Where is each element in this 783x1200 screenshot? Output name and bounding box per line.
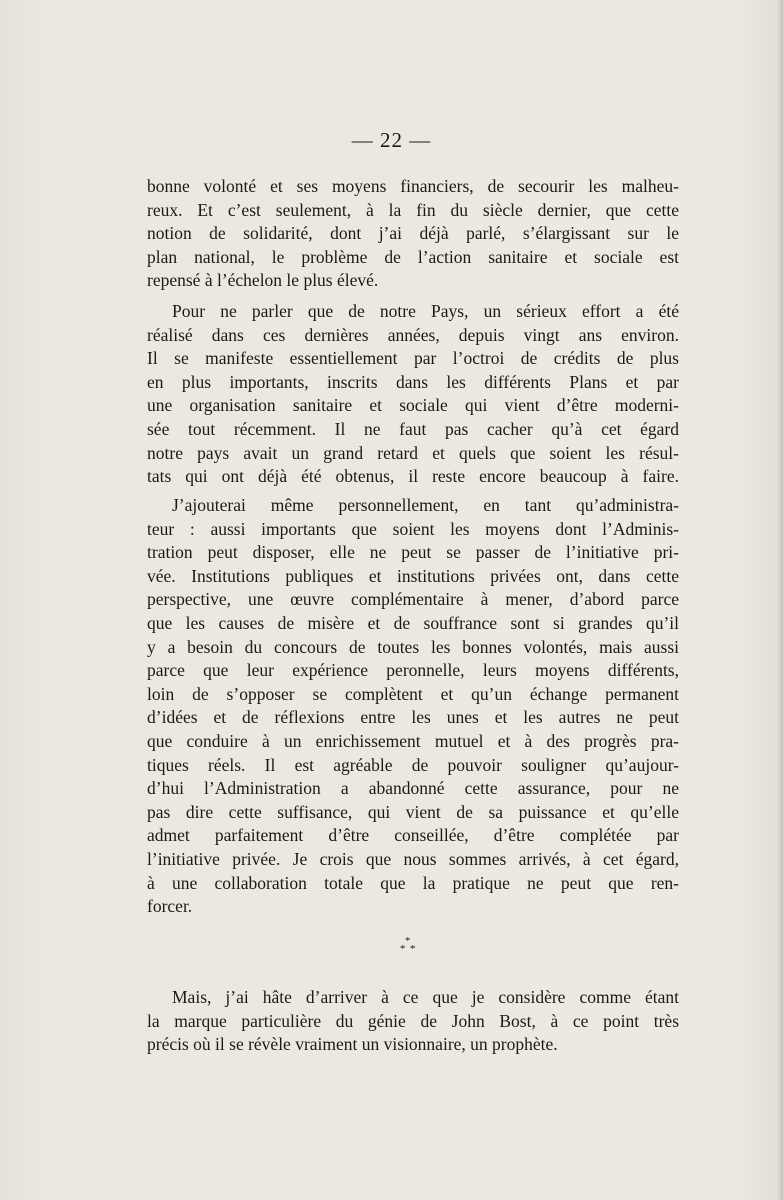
text-line: la marque particulière du génie de John Bost, à ce point très <box>147 1010 679 1031</box>
asterism-star-left: * <box>400 943 406 955</box>
text-line: y a besoin du concours de toutes les bonnes volontés, mais aussi <box>147 636 679 657</box>
text-line: d’idées et de réflexions entre les unes et les autres ne peut <box>147 707 679 728</box>
asterism-star-top: * <box>405 935 411 947</box>
text-line: teur : aussi importants que soient les moyens dont l’Adminis- <box>147 518 679 539</box>
text-line: l’initiative privée. Je crois que nous sommes arrivés, à cet égard, <box>147 848 679 869</box>
text-line: repensé à l’échelon le plus élevé. <box>147 270 379 291</box>
paragraph-1 <box>147 175 679 293</box>
text-line: réalisé dans ces dernières années, depuis vingt ans environ. <box>147 324 679 345</box>
text-line: parce que leur expérience peronnelle, leurs moyens différents, <box>147 660 679 681</box>
text-line: que les causes de misère et de souffrance sont si grandes qu’il <box>147 612 679 633</box>
paragraph-2 <box>147 300 679 489</box>
text-line: loin de s’opposer se complètent et qu’un échange permanent <box>147 683 679 704</box>
text-line: précis où il se révèle vraiment un visionnaire, un prophète. <box>147 1034 558 1055</box>
text-line: reux. Et c’est seulement, à la fin du siècle dernier, que cette <box>147 199 679 220</box>
text-line: Pour ne parler que de notre Pays, un sérieux effort a été <box>172 301 679 321</box>
text-line: sée tout récemment. Il ne faut pas cacher qu’à cet égard <box>147 418 679 439</box>
text-line: Mais, j’ai hâte d’arriver à ce que je considère comme étant <box>172 987 679 1007</box>
paragraph-3 <box>147 494 679 919</box>
text-line: notre pays avait un grand retard et quels que soient les résul- <box>147 442 679 463</box>
text-line: une organisation sanitaire et sociale qui vient d’être moderni- <box>147 395 679 416</box>
text-line: perspective, une œuvre complémentaire à mener, d’abord parce <box>147 589 679 610</box>
text-line: plan national, le problème de l’action sanitaire et sociale est <box>147 246 679 267</box>
text-line: en plus importants, inscrits dans les différents Plans et par <box>147 371 679 392</box>
text-line: tiques réels. Il est agréable de pouvoir souligner qu’aujour- <box>147 754 679 775</box>
page-edge-shadow <box>777 0 783 1200</box>
text-line: pas dire cette suffisance, qui vient de sa puissance et qu’elle <box>147 801 679 822</box>
text-line: à une collaboration totale que la pratique ne peut que ren- <box>147 872 679 893</box>
asterism-star-right: * <box>410 943 416 955</box>
text-line: vée. Institutions publiques et institutions privées ont, dans cette <box>147 565 679 586</box>
text-line: que conduire à un enrichissement mutuel et à des progrès pra- <box>147 730 679 751</box>
text-line: notion de solidarité, dont j’ai déjà parlé, s’élargissant sur le <box>147 223 679 244</box>
text-line: d’hui l’Administration a abandonné cette assurance, pour ne <box>147 778 679 799</box>
text-line: admet parfaitement d’être conseillée, d’être complétée par <box>147 825 679 846</box>
asterism-separator <box>396 936 426 966</box>
text-line: bonne volonté et ses moyens financiers, de secourir les malheu- <box>147 176 679 196</box>
text-line: J’ajouterai même personnellement, en tant qu’administra- <box>172 495 679 515</box>
page-number: — 22 — <box>351 128 432 152</box>
text-line: tration peut disposer, elle ne peut se passer de l’initiative pri- <box>147 542 679 563</box>
text-line: Il se manifeste essentiellement par l’octroi de crédits de plus <box>147 348 679 369</box>
text-line: forcer. <box>147 896 193 917</box>
text-line: tats qui ont déjà été obtenus, il reste encore beaucoup à faire. <box>147 466 679 487</box>
paragraph-4 <box>147 986 679 1057</box>
